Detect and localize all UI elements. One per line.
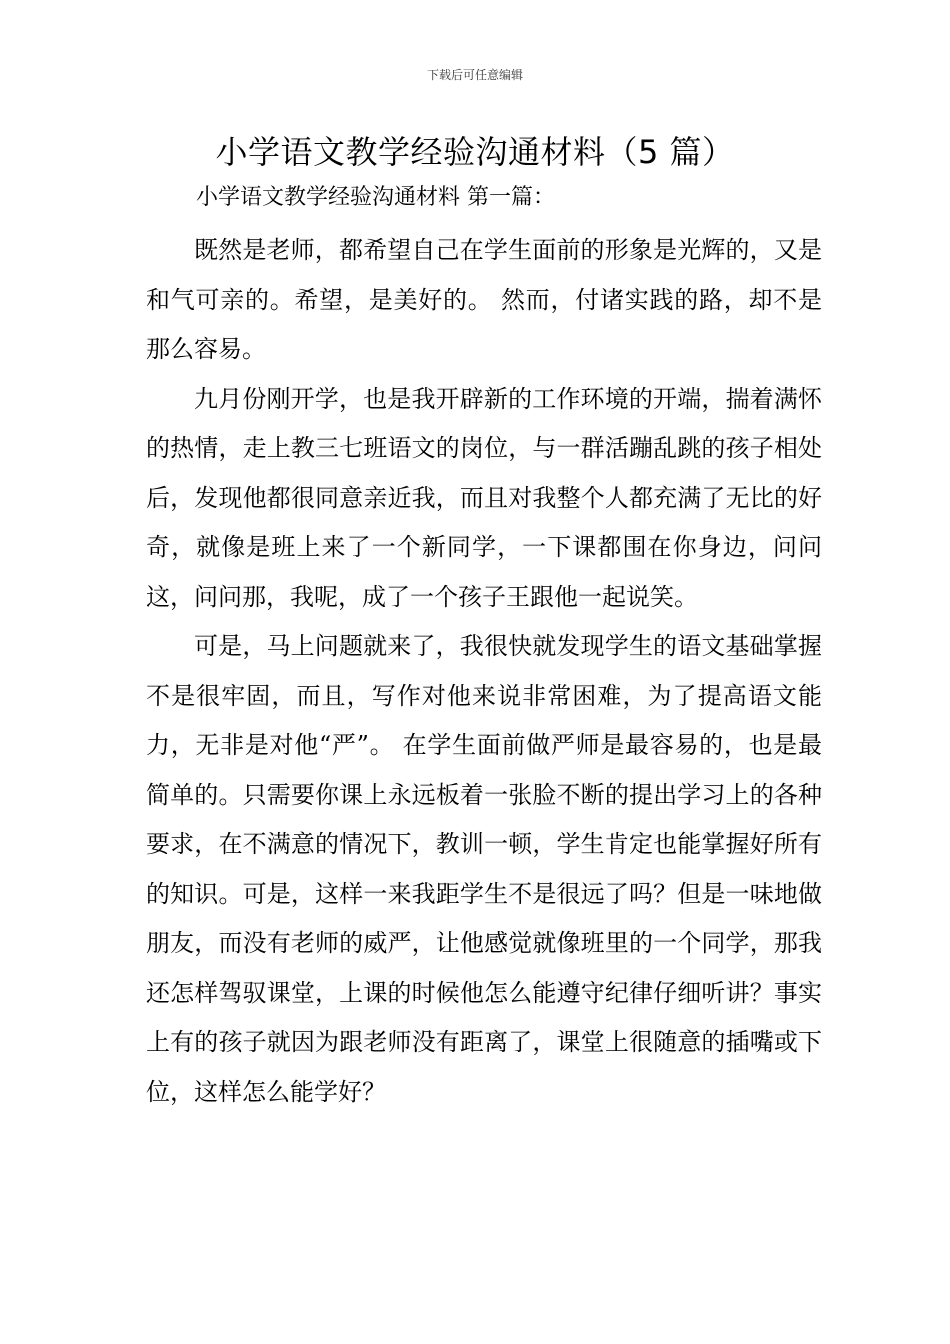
paragraph-2: 九月份刚开学，也是我开辟新的工作环境的开端，揣着满怀的热情，走上教三七班语文的岗位，与一群活蹦乱跳的孩子相处后，发现他都很同意亲近我，而且对我整个人都充满了无比的好奇，就像是班上来了一个新同学，一下课都围在你身边，问问这，问问那，我呢，成了一个孩子王跟他一起说笑。	[146, 384, 822, 611]
section-heading: 小学语文教学经验沟通材料 第一篇：	[196, 185, 555, 210]
document-title: 小学语文教学经验沟通材料（5 篇）	[215, 133, 735, 171]
paragraph-3: 可是，马上问题就来了，我很快就发现学生的语文基础掌握不是很牢固，而且，写作对他来说非常困难，为了提高语文能力，无非是对他“严”。 在学生面前做严师是最容易的，也是最简单的。只需要你课上永远板着一张脸不断的提出学习上的各种要求，在不满意的情况下，教训一顿，学生肯定也能掌握好所有的知识。可是，这样一来我距学生不是很远了吗？但是一味地做朋友，而没有老师的威严，让他感觉就像班里的一个同学，那我还怎样驾驭课堂，上课的时候他怎么能遵守纪律仔细听讲？事实上有的孩子就因为跟老师没有距离了，课堂上很随意的插嘴或下位，这样怎么能学好？	[146, 632, 822, 1106]
document-body	[146, 226, 822, 1117]
paragraph-1: 既然是老师，都希望自己在学生面前的形象是光辉的，又是和气可亲的。希望，是美好的。 然而，付诸实践的路，却不是那么容易。	[146, 236, 822, 363]
page-header-watermark: 下载后可任意编辑	[426, 68, 523, 82]
